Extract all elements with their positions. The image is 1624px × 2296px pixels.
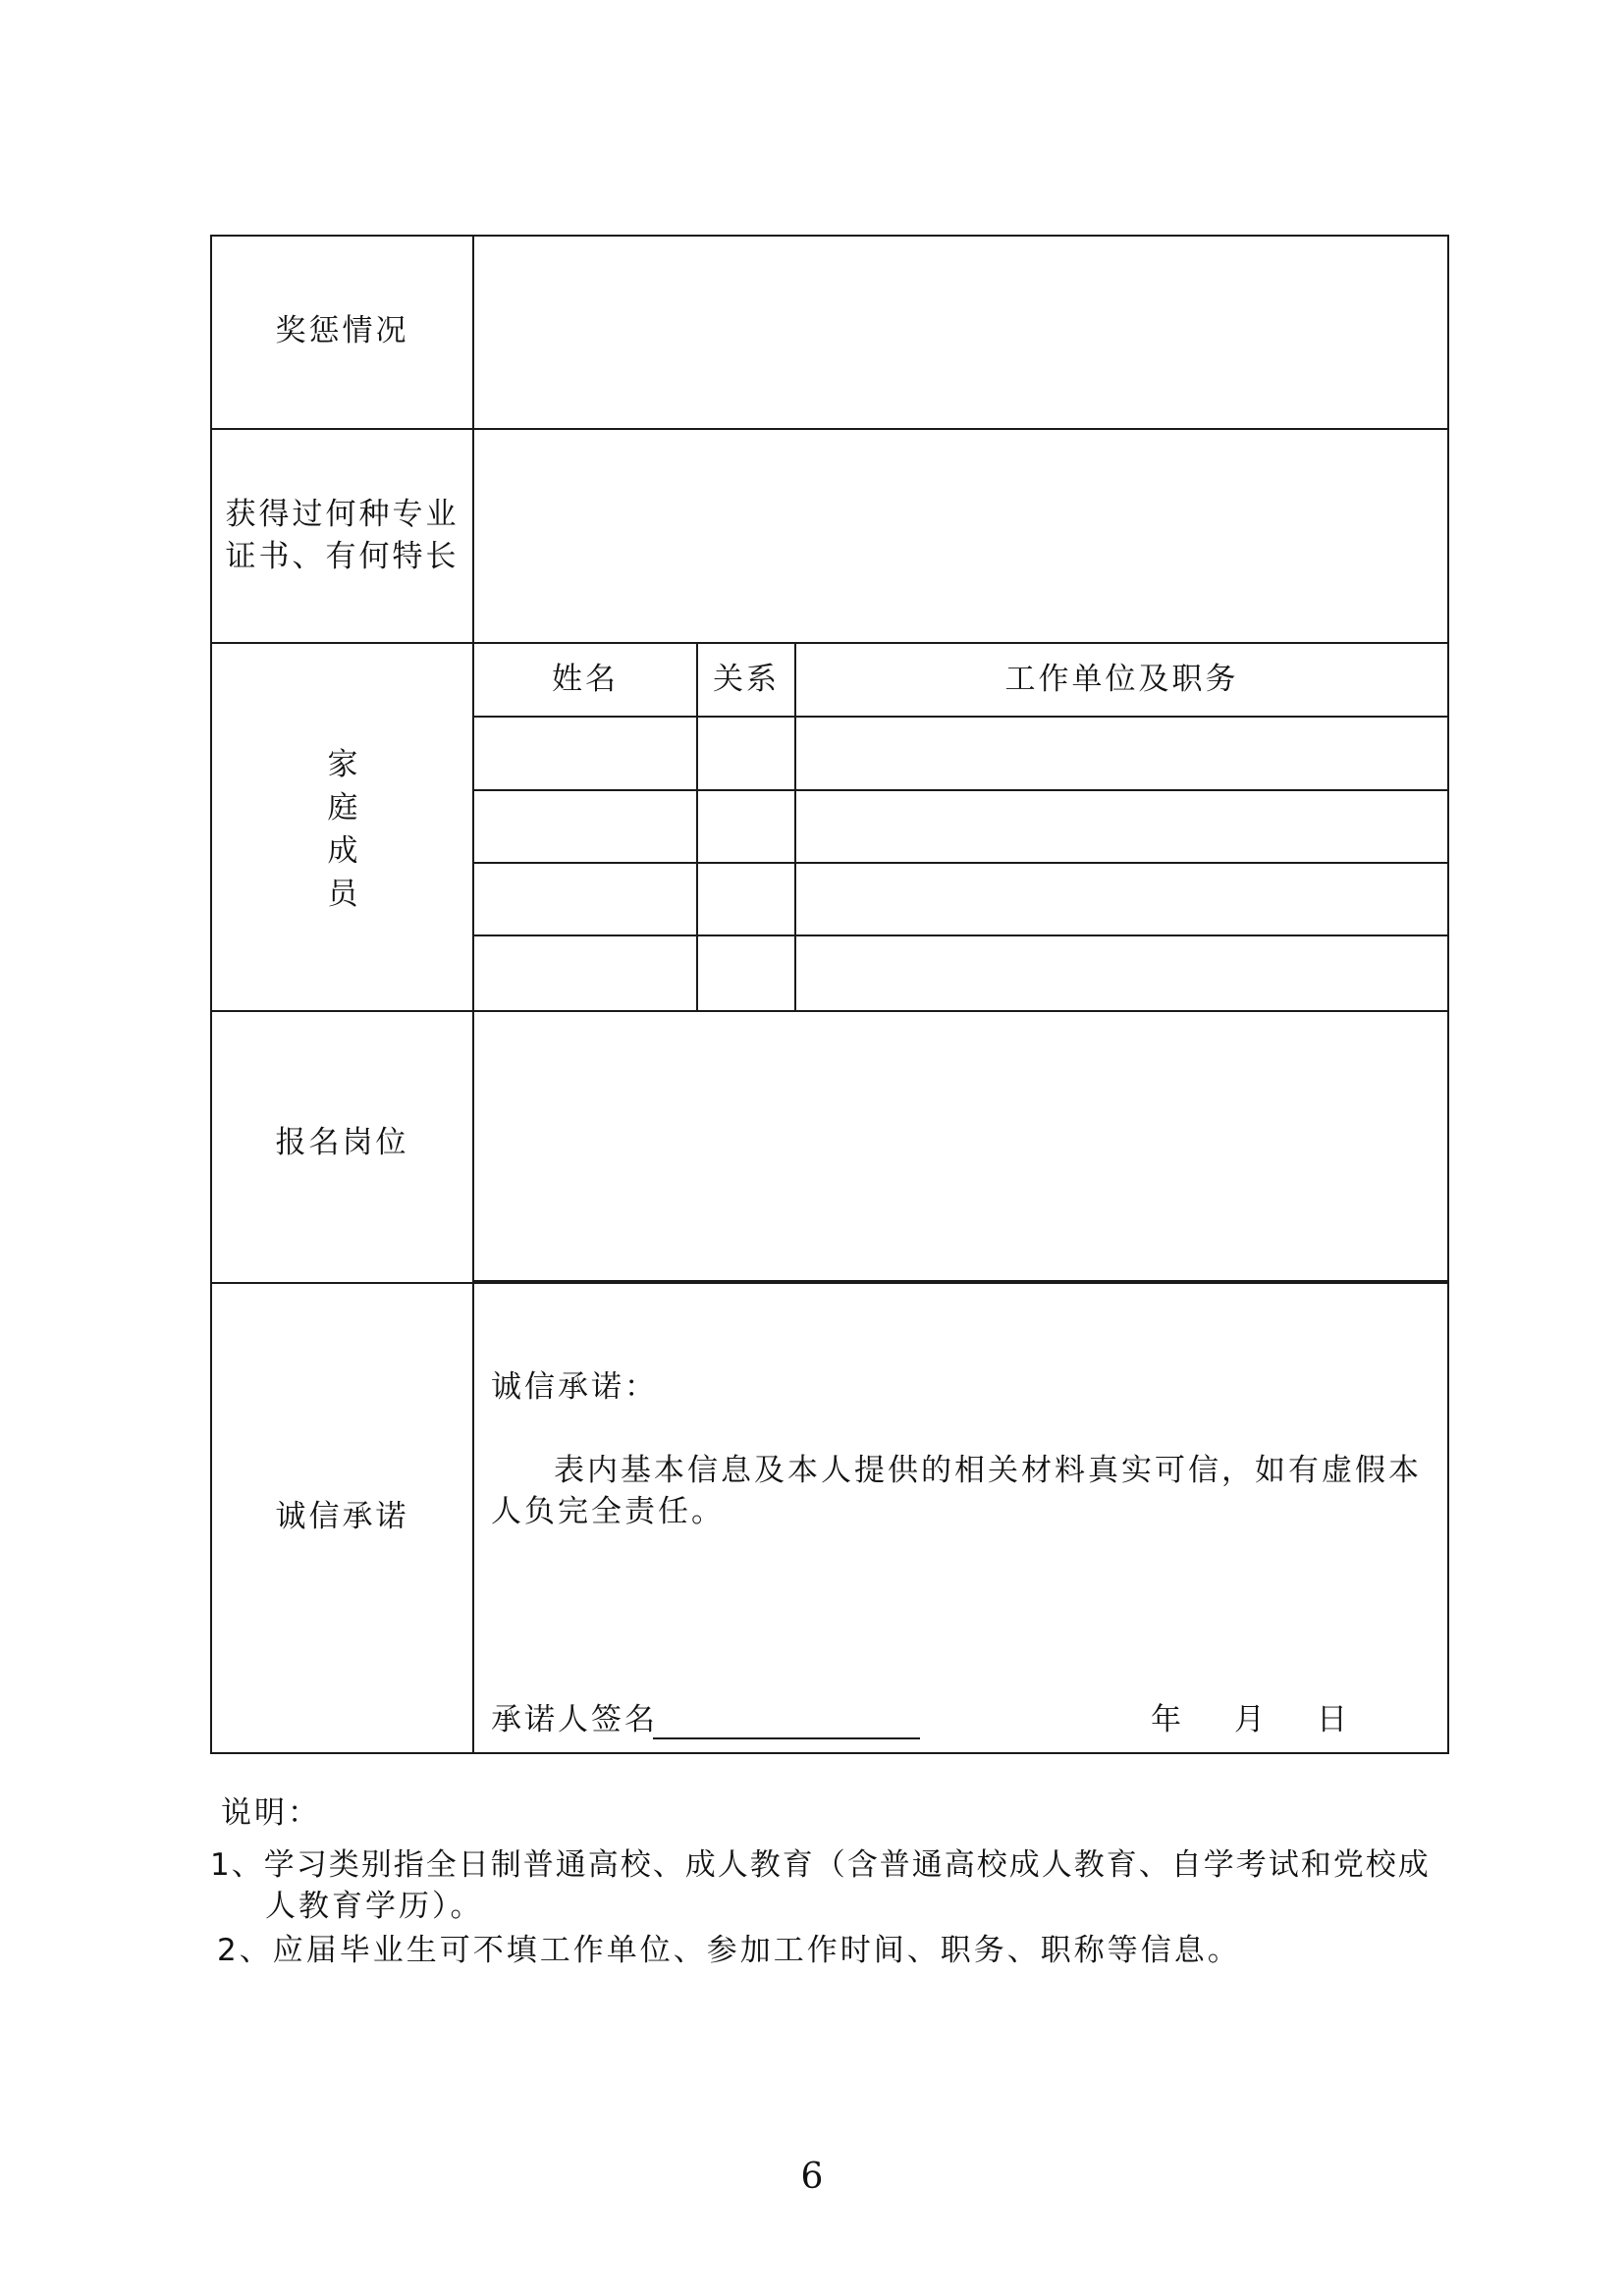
position-field[interactable] [475,1013,1447,1280]
family-label-char: 员 [327,877,358,912]
family-row [474,936,1447,1010]
integrity-body-line2: 人负完全责任。 [491,1494,725,1529]
family-header-name: 姓名 [552,662,619,697]
notes-item1-line1: 1、学习类别指全日制普通高校、成人教育（含普通高校成人教育、自学考试和党校成 [210,1847,1431,1883]
family-employer-cell[interactable] [796,718,1447,789]
signature-label: 承诺人签名 [491,1702,658,1737]
family-relation-cell[interactable] [698,791,794,862]
row-divider-position-thick [472,1280,1449,1284]
signature-line[interactable] [653,1737,920,1739]
family-employer-cell[interactable] [796,791,1447,862]
family-name-cell[interactable] [474,718,696,789]
family-employer-cell[interactable] [796,864,1447,934]
certificates-field[interactable] [475,431,1447,642]
family-relation-cell[interactable] [698,718,794,789]
family-name-cell[interactable] [474,864,696,934]
date-year-label: 年 [1151,1702,1184,1737]
table-border-right [1447,235,1449,1754]
row-divider-position-left [210,1282,474,1284]
table-border-bottom [210,1752,1449,1754]
family-relation-cell[interactable] [698,864,794,934]
family-members-label [313,743,372,916]
family-name-cell[interactable] [474,791,696,862]
table-border-top [210,235,1449,237]
family-name-cell[interactable] [474,936,696,1010]
row-divider-family [210,1010,1449,1012]
family-row [474,718,1447,789]
notes-item2: 2、应届毕业生可不填工作单位、参加工作时间、职务、职称等信息。 [217,1933,1241,1968]
awards-label: 奖惩情况 [275,313,409,348]
date-month-label: 月 [1234,1702,1268,1737]
family-relation-cell[interactable] [698,936,794,1010]
family-header-employer: 工作单位及职务 [1004,662,1239,697]
certificates-label-line1: 获得过何种专业 [225,497,460,532]
integrity-body-line1: 表内基本信息及本人提供的相关材料真实可信，如有虚假本 [554,1453,1422,1488]
row-divider-awards [210,428,1449,430]
date-day-label: 日 [1317,1702,1350,1737]
notes-item1-line2: 人教育学历）。 [265,1889,484,1924]
family-row [474,791,1447,862]
page-number: 6 [800,2157,824,2197]
notes-title: 说明： [221,1795,321,1831]
family-label-char: 成 [327,833,358,869]
family-employer-cell[interactable] [796,936,1447,1010]
family-label-char: 庭 [327,790,358,826]
integrity-heading: 诚信承诺： [491,1369,658,1405]
integrity-label: 诚信承诺 [275,1499,409,1534]
family-header-relation: 关系 [713,662,780,697]
family-label-char: 家 [327,747,358,782]
awards-field[interactable] [475,238,1447,428]
family-row [474,864,1447,934]
row-divider-certificates [210,642,1449,644]
certificates-label-line2: 证书、有何特长 [225,539,460,574]
position-label: 报名岗位 [275,1125,409,1160]
